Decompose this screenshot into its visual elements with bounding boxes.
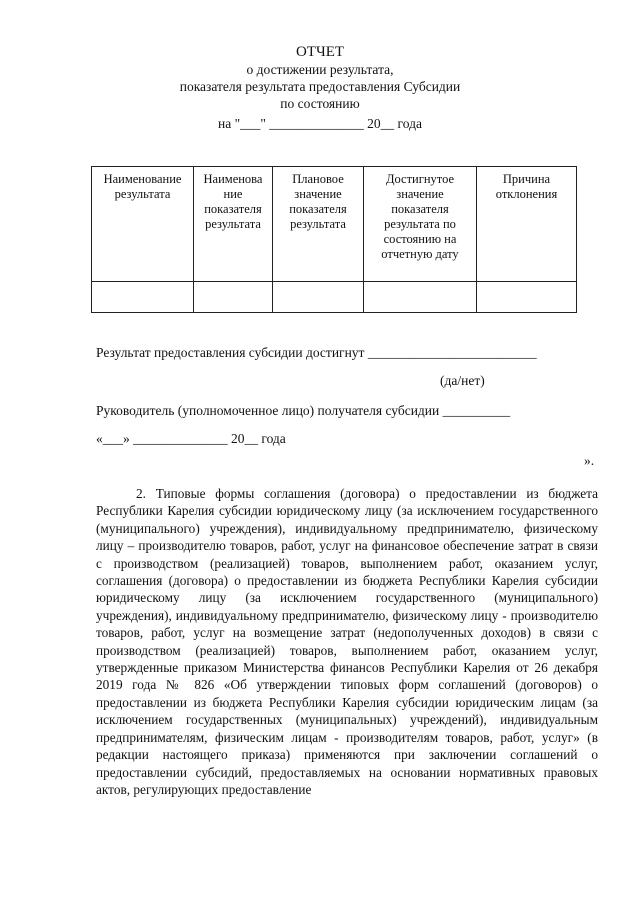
table-row	[92, 282, 577, 313]
closing-quote: ».	[584, 453, 595, 468]
report-table	[91, 166, 577, 313]
report-subtitle-line2: показателя результата предоставления Субсидии	[179, 79, 461, 94]
table-cell	[194, 282, 273, 313]
report-subtitle-line3: по состоянию	[280, 96, 360, 111]
column-header-result-name: Наименование результата	[92, 167, 194, 282]
report-subtitle-line1: о достижении результата,	[246, 62, 394, 77]
table-cell	[273, 282, 364, 313]
head-signature-line: Руководитель (уполномоченное лицо) получателя субсидии __________	[96, 403, 511, 418]
result-achieved-line: Результат предоставления субсидии достигнут _________________________	[96, 345, 537, 360]
yes-no-hint: (да/нет)	[440, 373, 485, 388]
table-cell	[364, 282, 477, 313]
report-title: ОТЧЕТ	[295, 44, 345, 60]
column-header-achieved-value: Достигнутое значение показателя результата по состоянию на отчетную дату	[364, 167, 477, 282]
table-cell	[92, 282, 194, 313]
table-cell	[477, 282, 577, 313]
signature-date-line: «___» ______________ 20__ года	[96, 431, 286, 446]
column-header-planned-value: Плановое значение показателя результата	[273, 167, 364, 282]
column-header-deviation-reason: Причина отклонения	[477, 167, 577, 282]
body-paragraph: 2. Типовые формы соглашения (договора) о предоставлении из бюджета Республики Карелия субсидии юридическому лицу (за исключением государственного (муниципального) учреждения), индивидуальному предпринимателю, физическому лицу – производителю товаров, работ, услуг на финансовое обеспечение затрат в связи с производством (реализацией) товаров, выполнением работ, оказанием услуг, соглашения (договора) о предоставлении из бюджета Республики Карелия субсидии юридическому лицу (за исключением государственного (муниципального) учреждения), индивидуальному предпринимателю, физическому лицу - производителю товаров, работ, услуг на возмещение затрат (недополученных доходов) в связи с производством (реализацией) товаров, выполнением работ, оказанием услуг, утвержденные приказом Министерства финансов Республики Карелия от 26 декабря 2019 года № 826 «Об утверждении типовых форм соглашений (договоров) о предоставлении из бюджета Республики Карелия субсидии юридическим лицам (за исключением государственных (муниципальных) учреждений), индивидуальным предпринимателям, физическим лицам - производителям товаров, работ, услуг» (в редакции настоящего приказа) применяются при заключении соглашений о предоставлении субсидий, предоставляемых на основании нормативных правовых актов, регулирующих предоставление	[96, 486, 598, 797]
table-header-row	[92, 167, 577, 282]
report-date-line: на "___" ______________ 20__ года	[218, 116, 422, 131]
column-header-indicator-name: Наименова ние показателя результата	[194, 167, 273, 282]
